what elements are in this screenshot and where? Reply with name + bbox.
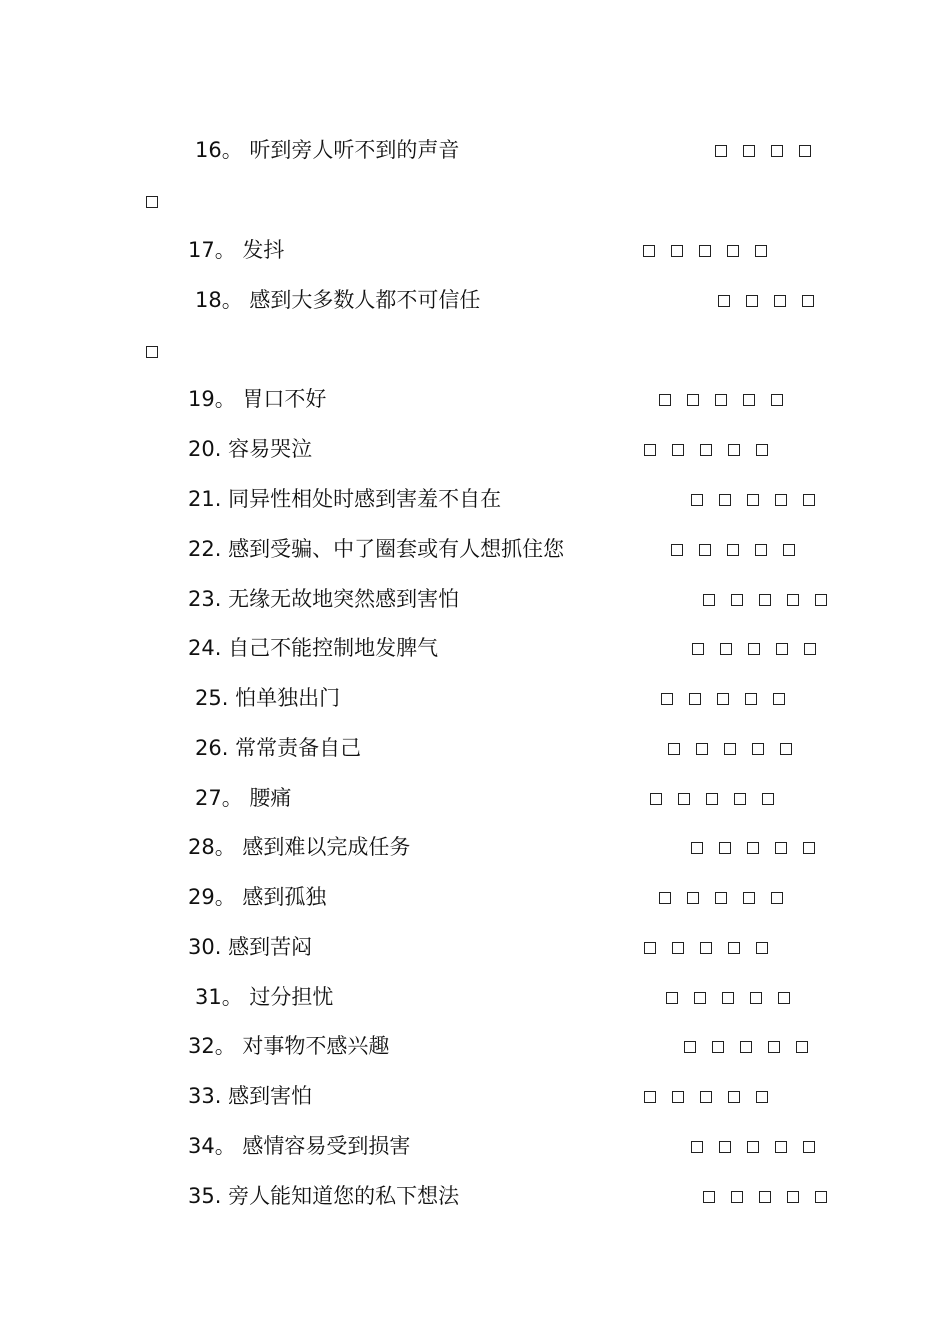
answer-checkbox-group (671, 544, 795, 558)
answer-checkbox[interactable] (774, 295, 786, 307)
answer-checkbox-group (703, 594, 827, 608)
answer-checkbox[interactable] (776, 643, 788, 655)
answer-checkbox[interactable] (692, 643, 704, 655)
answer-checkbox[interactable] (759, 1191, 771, 1203)
answer-checkbox-group (668, 743, 792, 757)
answer-checkbox[interactable] (672, 942, 684, 954)
answer-checkbox[interactable] (755, 544, 767, 556)
answer-checkbox[interactable] (659, 892, 671, 904)
question-text: 20. 容易哭泣 (188, 437, 313, 461)
question-text: 28。 感到难以完成任务 (188, 835, 411, 859)
question-row (0, 435, 950, 475)
answer-checkbox[interactable] (743, 145, 755, 157)
answer-checkbox[interactable] (750, 992, 762, 1004)
question-row (0, 634, 950, 674)
question-row (0, 585, 950, 625)
answer-checkbox[interactable] (678, 793, 690, 805)
question-row (0, 485, 950, 525)
answer-checkbox[interactable] (691, 842, 703, 854)
answer-checkbox[interactable] (661, 693, 673, 705)
answer-checkbox[interactable] (644, 942, 656, 954)
question-text: 33. 感到害怕 (188, 1084, 313, 1108)
question-row (0, 236, 950, 276)
answer-checkbox[interactable] (780, 743, 792, 755)
answer-checkbox[interactable] (671, 245, 683, 257)
answer-checkbox[interactable] (700, 942, 712, 954)
question-text: 23. 无缘无故地突然感到害怕 (188, 587, 460, 611)
question-row (0, 784, 950, 824)
answer-checkbox[interactable] (799, 145, 811, 157)
answer-checkbox[interactable] (787, 1191, 799, 1203)
question-text: 25. 怕单独出门 (195, 686, 341, 710)
question-row (0, 136, 950, 176)
question-text: 31。 过分担忧 (195, 985, 334, 1009)
question-text: 35. 旁人能知道您的私下想法 (188, 1184, 460, 1208)
answer-checkbox[interactable] (728, 1091, 740, 1103)
answer-checkbox[interactable] (803, 1141, 815, 1153)
question-text: 30. 感到苦闷 (188, 935, 313, 959)
answer-checkbox[interactable] (699, 245, 711, 257)
answer-checkbox[interactable] (803, 494, 815, 506)
question-row (0, 983, 950, 1023)
answer-checkbox[interactable] (644, 1091, 656, 1103)
answer-checkbox[interactable] (756, 444, 768, 456)
answer-checkbox[interactable] (719, 494, 731, 506)
answer-checkbox[interactable] (666, 992, 678, 1004)
answer-checkbox[interactable] (787, 594, 799, 606)
answer-checkbox[interactable] (643, 245, 655, 257)
question-text: 27。 腰痛 (195, 786, 292, 810)
question-text: 26. 常常责备自己 (195, 736, 362, 760)
answer-checkbox[interactable] (712, 1041, 724, 1053)
question-text: 32。 对事物不感兴趣 (188, 1034, 390, 1058)
answer-checkbox-group (650, 793, 774, 807)
answer-checkbox[interactable] (743, 394, 755, 406)
question-text: 21. 同异性相处时感到害羞不自在 (188, 487, 502, 511)
answer-checkbox[interactable] (752, 743, 764, 755)
answer-checkbox[interactable] (703, 594, 715, 606)
answer-checkbox[interactable] (691, 494, 703, 506)
answer-checkbox[interactable] (687, 892, 699, 904)
answer-checkbox[interactable] (727, 544, 739, 556)
answer-checkbox[interactable] (146, 346, 158, 358)
question-text: 16。 听到旁人听不到的声音 (195, 138, 460, 162)
answer-checkbox[interactable] (687, 394, 699, 406)
answer-checkbox[interactable] (743, 892, 755, 904)
answer-checkbox[interactable] (671, 544, 683, 556)
answer-checkbox[interactable] (715, 394, 727, 406)
answer-checkbox[interactable] (720, 643, 732, 655)
answer-checkbox[interactable] (689, 693, 701, 705)
answer-checkbox[interactable] (731, 1191, 743, 1203)
answer-checkbox[interactable] (747, 1141, 759, 1153)
answer-checkbox[interactable] (727, 245, 739, 257)
answer-checkbox[interactable] (691, 1141, 703, 1153)
answer-checkbox[interactable] (775, 1141, 787, 1153)
answer-checkbox[interactable] (706, 793, 718, 805)
answer-checkbox[interactable] (724, 743, 736, 755)
answer-checkbox[interactable] (746, 295, 758, 307)
answer-checkbox[interactable] (740, 1041, 752, 1053)
answer-checkbox[interactable] (715, 145, 727, 157)
answer-checkbox-group (692, 643, 816, 657)
question-row (0, 734, 950, 774)
question-text: 24. 自己不能控制地发脾气 (188, 636, 439, 660)
answer-checkbox[interactable] (775, 842, 787, 854)
answer-checkbox-group (644, 444, 768, 458)
answer-checkbox-group (691, 842, 815, 856)
answer-checkbox-group (691, 494, 815, 508)
answer-checkbox[interactable] (700, 1091, 712, 1103)
answer-checkbox-group (643, 245, 767, 259)
answer-checkbox[interactable] (796, 1041, 808, 1053)
answer-checkbox[interactable] (768, 1041, 780, 1053)
question-row (0, 933, 950, 973)
question-row (0, 385, 950, 425)
answer-checkbox[interactable] (718, 295, 730, 307)
answer-checkbox-group (715, 145, 811, 159)
answer-checkbox[interactable] (745, 693, 757, 705)
answer-checkbox[interactable] (756, 942, 768, 954)
question-row (0, 833, 950, 873)
answer-checkbox[interactable] (700, 444, 712, 456)
question-row (0, 1032, 950, 1072)
answer-checkbox-group (644, 942, 768, 956)
question-row (0, 883, 950, 923)
question-row (0, 684, 950, 724)
answer-checkbox-group (659, 394, 783, 408)
answer-checkbox-group (718, 295, 814, 309)
question-row (0, 1082, 950, 1122)
answer-checkbox[interactable] (734, 793, 746, 805)
answer-checkbox[interactable] (747, 842, 759, 854)
answer-checkbox-group (666, 992, 790, 1006)
answer-checkbox[interactable] (747, 494, 759, 506)
answer-checkbox[interactable] (146, 196, 158, 208)
question-row (0, 1132, 950, 1172)
answer-checkbox[interactable] (696, 743, 708, 755)
answer-checkbox[interactable] (775, 494, 787, 506)
answer-checkbox[interactable] (803, 842, 815, 854)
question-text: 18。 感到大多数人都不可信任 (195, 288, 481, 312)
answer-checkbox[interactable] (644, 444, 656, 456)
question-text: 29。 感到孤独 (188, 885, 327, 909)
answer-checkbox[interactable] (715, 892, 727, 904)
answer-checkbox[interactable] (748, 643, 760, 655)
answer-checkbox[interactable] (650, 793, 662, 805)
answer-checkbox[interactable] (815, 1191, 827, 1203)
answer-checkbox-group (644, 1091, 768, 1105)
answer-checkbox[interactable] (771, 145, 783, 157)
answer-checkbox[interactable] (668, 743, 680, 755)
answer-checkbox[interactable] (771, 394, 783, 406)
answer-checkbox[interactable] (802, 295, 814, 307)
answer-checkbox[interactable] (778, 992, 790, 1004)
answer-checkbox[interactable] (771, 892, 783, 904)
question-text: 22. 感到受骗、中了圈套或有人想抓住您 (188, 537, 565, 561)
question-row (0, 286, 950, 326)
answer-checkbox[interactable] (672, 444, 684, 456)
answer-checkbox[interactable] (773, 693, 785, 705)
answer-checkbox[interactable] (728, 942, 740, 954)
answer-checkbox[interactable] (694, 992, 706, 1004)
answer-checkbox[interactable] (699, 544, 711, 556)
answer-checkbox[interactable] (719, 1141, 731, 1153)
answer-checkbox-group (659, 892, 783, 906)
answer-checkbox[interactable] (804, 643, 816, 655)
answer-checkbox-group (691, 1141, 815, 1155)
answer-checkbox-group (684, 1041, 808, 1055)
answer-checkbox[interactable] (719, 842, 731, 854)
answer-checkbox-group (703, 1191, 827, 1205)
answer-checkbox[interactable] (717, 693, 729, 705)
question-text: 19。 胃口不好 (188, 387, 327, 411)
answer-checkbox[interactable] (783, 544, 795, 556)
answer-checkbox[interactable] (755, 245, 767, 257)
answer-checkbox[interactable] (659, 394, 671, 406)
question-row (0, 535, 950, 575)
answer-checkbox[interactable] (703, 1191, 715, 1203)
question-text: 17。 发抖 (188, 238, 285, 262)
answer-checkbox[interactable] (731, 594, 743, 606)
answer-checkbox[interactable] (672, 1091, 684, 1103)
question-row (0, 1182, 950, 1222)
question-text: 34。 感情容易受到损害 (188, 1134, 411, 1158)
answer-checkbox[interactable] (759, 594, 771, 606)
answer-checkbox[interactable] (815, 594, 827, 606)
answer-checkbox[interactable] (756, 1091, 768, 1103)
answer-checkbox[interactable] (722, 992, 734, 1004)
answer-checkbox[interactable] (728, 444, 740, 456)
answer-checkbox-group (661, 693, 785, 707)
answer-checkbox[interactable] (762, 793, 774, 805)
answer-checkbox[interactable] (684, 1041, 696, 1053)
